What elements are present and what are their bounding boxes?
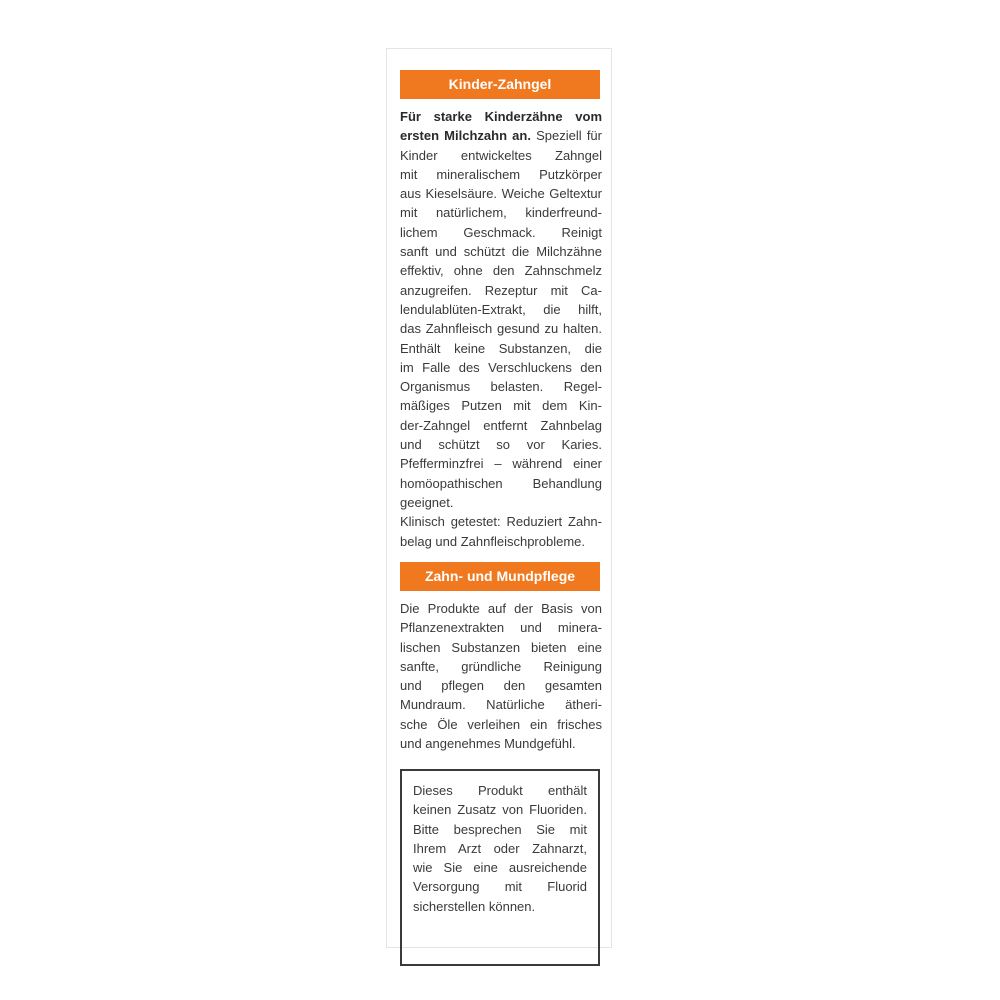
mundpflege-description (400, 599, 602, 753)
description-line: Kinder entwickeltes Zahngel (400, 147, 602, 163)
description-line: belag und Zahnfleischprobleme. (400, 533, 586, 549)
notice-line: sicherstellen können. (413, 898, 536, 914)
notice-line: Ihrem Arzt oder Zahnarzt, (413, 840, 587, 856)
description-line: Mundraum. Natürliche ätheri- (400, 697, 602, 713)
description-line: sanfte, gründliche Reinigung (400, 658, 602, 674)
description-line: Organismus belasten. Regel- (400, 379, 602, 395)
description-line: aus Kieselsäure. Weiche Geltextur (400, 186, 602, 202)
notice-line: Versorgung mit Fluorid (413, 879, 587, 895)
section-heading-zahn-und-mundpflege: Zahn- und Mundpflege (400, 562, 600, 591)
description-line: mit mineralischem Putzkörper (400, 166, 602, 182)
lead-text: ersten Milchzahn an. (400, 128, 531, 144)
notice-line: Bitte besprechen Sie mit (413, 821, 587, 837)
description-text: Speziell für (536, 128, 602, 144)
description-line: und schützt so vor Karies. (400, 437, 602, 453)
description-line: und angenehmes Mundgefühl. (400, 736, 576, 752)
product-panel (386, 48, 612, 948)
description-line: Die Produkte auf der Basis von (400, 601, 602, 616)
description-line: homöopathischen Behandlung (400, 475, 602, 491)
description-line (400, 107, 602, 126)
notice-line: keinen Zusatz von Fluoriden. (413, 802, 587, 818)
fluoride-notice-box (400, 769, 600, 966)
description-line: anzugreifen. Rezeptur mit Ca- (400, 282, 602, 298)
description-line: der-Zahngel entfernt Zahnbelag (400, 417, 602, 433)
description-line: lichem Geschmack. Reinigt (400, 224, 602, 240)
description-line: geeignet. (400, 494, 454, 510)
description-line: Klinisch getestet: Reduziert Zahn- (400, 514, 602, 530)
notice-line: wie Sie eine ausreichende (413, 860, 587, 876)
description-line: mäßiges Putzen mit dem Kin- (400, 398, 602, 414)
fluoride-notice-text (413, 781, 587, 916)
kinder-zahngel-description (400, 107, 602, 551)
description-line: sanft und schützt die Milchzähne (400, 244, 602, 260)
description-line: Enthält keine Substanzen, die (400, 340, 602, 356)
description-line: lischen Substanzen bieten eine (400, 639, 602, 655)
description-line: das Zahnfleisch gesund zu halten. (400, 321, 602, 337)
description-line: Pfefferminzfrei – während einer (400, 456, 602, 472)
section-heading-kinder-zahngel: Kinder-Zahngel (400, 70, 600, 99)
description-line: sche Öle verleihen ein frisches (400, 716, 602, 732)
description-line: im Falle des Verschluckens den (400, 359, 602, 375)
lead-text: Für starke Kinderzähne vom (400, 109, 602, 124)
description-line: effektiv, ohne den Zahnschmelz (400, 263, 602, 279)
description-line: mit natürlichem, kinderfreund- (400, 205, 602, 221)
description-line: Pflanzenextrakten und minera- (400, 620, 602, 636)
notice-line: Dieses Produkt enthält (413, 783, 587, 798)
description-line (400, 126, 602, 145)
description-line: und pflegen den gesamten (400, 678, 602, 694)
description-line: lendulablüten-Extrakt, die hilft, (400, 301, 602, 317)
